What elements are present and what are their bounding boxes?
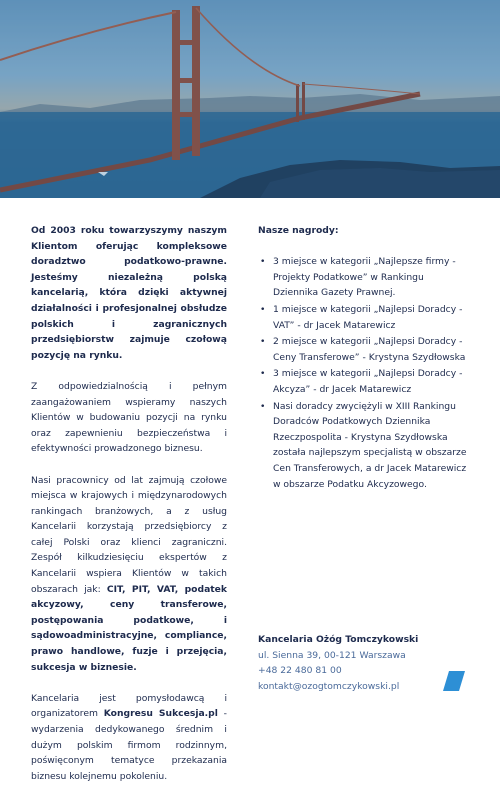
awards-title: Nasze nagrody: xyxy=(258,225,339,236)
congress-pre: Kancelaria jest pomysłodawcą i organizatorem xyxy=(31,692,227,720)
team-paragraph xyxy=(31,473,227,676)
awards-column xyxy=(258,223,468,493)
congress-name: Kongresu Sukcesja.pl xyxy=(103,708,218,720)
about-column xyxy=(31,223,227,800)
mission-paragraph: Z odpowiedzialnością i pełnym zaangażowaniem wspieramy naszych Klientów w budowaniu pozycji na rynku oraz zapewnieniu bezpieczeństwa i efektywności prowadzonego biznesu. xyxy=(31,380,227,455)
firm-phone: +48 22 480 81 00 xyxy=(258,665,342,677)
brand-mark-icon xyxy=(443,671,465,691)
firm-email[interactable]: kontakt@ozogtomczykowski.pl xyxy=(258,680,400,692)
team-text: Nasi pracownicy od lat zajmują czołowe miejsca w krajowych i międzynarodowych rankingach branżowych, a z usług Kancelarii korzystają przedsiębiorcy z całej Polski oraz klienci zagraniczni. Zespół kilkudziesięciu ekspertów z Kancelarii wspiera Klientów w takich obszarach jak: xyxy=(31,474,227,595)
intro-paragraph: Od 2003 roku towarzyszymy naszym Klientom oferując kompleksowe doradztwo podatkowo-prawne. Jesteśmy niezależną polską kancelarią, która dzięki aktywnej działalności i profesjonalnej obsłudze polskich i zagranicznych przedsiębiorstw zajmuje czołową pozycję na rynku. xyxy=(31,225,227,361)
hero-tint-overlay xyxy=(0,0,500,198)
practice-areas: CIT, PIT, VAT, podatek akcyzowy, ceny transferowe, postępowania podatkowe, i sądowoadministracyjne, compliance, prawo handlowe, fuzje i przejęcia, sukcesja w biznesie. xyxy=(31,583,227,673)
firm-address: ul. Sienna 39, 00-121 Warszawa xyxy=(258,649,406,661)
congress-paragraph xyxy=(31,691,227,785)
awards-list xyxy=(258,254,468,492)
award-item: • 2 miejsce w kategorii „Najlepsi Doradcy - Ceny Transferowe” - Krystyna Szydłowska xyxy=(258,334,468,365)
award-item: • 1 miejsce w kategorii „Najlepsi Doradcy - VAT” - dr Jacek Matarewicz xyxy=(258,302,468,333)
hero-image xyxy=(0,0,500,198)
congress-post: - wydarzenia dedykowanego średnim i dużym polskim firmom rodzinnym, poświęconym tematyce przekazania biznesu kolejnemu pokoleniu. xyxy=(31,708,227,782)
firm-name: Kancelaria Ożóg Tomczykowski xyxy=(258,634,419,645)
award-item: • 3 miejsce w kategorii „Najlepsi Doradcy - Akcyza” - dr Jacek Matarewicz xyxy=(258,366,468,397)
award-item: • 3 miejsce w kategorii „Najlepsze firmy - Projekty Podatkowe” w Rankingu Dziennika Gazety Prawnej. xyxy=(258,254,468,301)
award-item: • Nasi doradcy zwyciężyli w XIII Rankingu Doradców Podatkowych Dziennika Rzeczpospolita - Krystyna Szydłowska została najlepszym specjalistą w obszarze Cen Transferowych, a dr Jacek Matarewicz w obszarze Podatku Akcyzowego. xyxy=(258,399,468,493)
contact-block xyxy=(258,632,418,694)
